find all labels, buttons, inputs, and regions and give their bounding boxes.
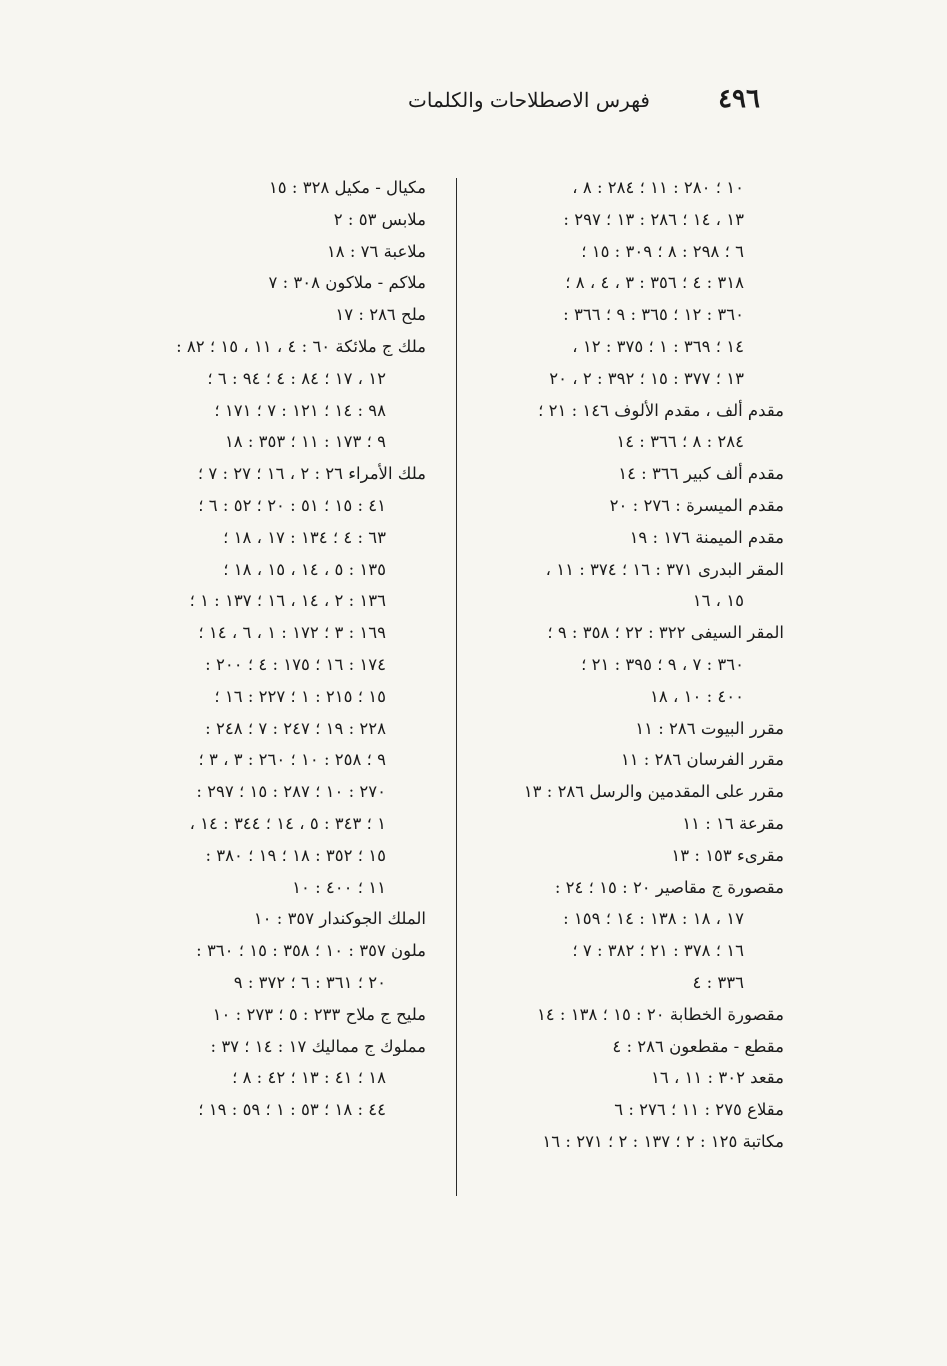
index-entry-line: المقر البدرى ٣٧١ : ١٦ ؛ ٣٧٤ : ١١ ، bbox=[545, 559, 784, 579]
index-entry-line: ٣٦٠ : ١٢ ؛ ٣٦٥ : ٩ ؛ ٣٦٦ : bbox=[563, 305, 744, 325]
index-entry-line: ملاكم - ملاكون ٣٠٨ : ٧ bbox=[268, 273, 426, 293]
index-entry-line: مقدم ألف ، مقدم الألوف ١٤٦ : ٢١ ؛ bbox=[538, 400, 784, 420]
index-entry-line: ملون ٣٥٧ : ١٠ ؛ ٣٥٨ : ١٥ ؛ ٣٦٠ : bbox=[196, 941, 426, 961]
page-number: ٤٩٦ bbox=[718, 84, 760, 114]
index-entry-line: مقرىء ١٥٣ : ١٣ bbox=[671, 845, 784, 865]
index-entry-line: ١١ ؛ ٤٠٠ : ١٠ bbox=[292, 877, 386, 897]
index-entry-line: ١٣ ، ١٤ ؛ ٢٨٦ : ١٣ ؛ ٢٩٧ : bbox=[563, 209, 744, 229]
index-entry-line: ١٨ ؛ ٤١ : ١٣ ؛ ٤٢ : ٨ ؛ bbox=[232, 1068, 386, 1088]
index-entry-line: ٩ ؛ ٢٥٨ : ١٠ ؛ ٢٦٠ : ٣ ، ٣ ؛ bbox=[198, 750, 386, 770]
index-entry-line: مكاتبة ١٢٥ : ٢ ؛ ١٣٧ : ٢ ؛ ٢٧١ : ١٦ bbox=[542, 1131, 784, 1151]
index-entry-line: مقدم الميمنة ١٧٦ : ١٩ bbox=[629, 527, 784, 547]
index-entry-line: مقدم ألف كبير ٣٦٦ : ١٤ bbox=[618, 464, 784, 484]
index-entry-line: ٦٣ : ٤ ؛ ١٣٤ : ١٧ ، ١٨ ؛ bbox=[223, 527, 386, 547]
index-entry-line: ١٦ ؛ ٣٧٨ : ٢١ ؛ ٣٨٢ : ٧ ؛ bbox=[572, 941, 744, 961]
index-entry-line: ملك الأمراء ٢٦ : ٢ ، ١٦ ؛ ٢٧ : ٧ ؛ bbox=[197, 464, 426, 484]
index-entry-line: ١٥ ؛ ٣٥٢ : ١٨ ؛ ١٩ ؛ ٣٨٠ : bbox=[205, 845, 386, 865]
index-entry-line: مملوك ج مماليك ١٧ : ١٤ ؛ ٣٧ : bbox=[210, 1036, 426, 1056]
index-entry-line: مقلاع ٢٧٥ : ١١ ؛ ٢٧٦ : ٦ bbox=[614, 1100, 784, 1120]
index-entry-line: ٢٧٠ : ١٠ ؛ ٢٨٧ : ١٥ ؛ ٢٩٧ : bbox=[196, 782, 386, 802]
index-entry-line: مقرعة ١٦ : ١١ bbox=[682, 813, 784, 833]
index-entry-line: مليح ج ملاح ٢٣٣ : ٥ ؛ ٢٧٣ : ١٠ bbox=[212, 1004, 426, 1024]
index-entry-line: ٢٠ ؛ ٣٦١ : ٦ ؛ ٣٧٢ : ٩ bbox=[233, 972, 386, 992]
index-entry-line: ١٣٦ : ٢ ، ١٤ ، ١٦ ؛ ١٣٧ : ١ ؛ bbox=[189, 591, 386, 611]
index-entry-line: ٢٢٨ : ١٩ ؛ ٢٤٧ : ٧ ؛ ٢٤٨ : bbox=[205, 718, 386, 738]
index-entry-line: ٤٠٠ : ١٠ ، ١٨ bbox=[650, 686, 744, 706]
index-entry-line: ١٠ ؛ ٢٨٠ : ١١ ؛ ٢٨٤ : ٨ ، bbox=[572, 178, 744, 197]
index-entry-line: ٩٨ : ١٤ ؛ ١٢١ : ٧ ؛ ١٧١ ؛ bbox=[214, 400, 386, 420]
index-column-right bbox=[470, 172, 784, 1158]
index-entry-line: مقدم الميسرة : ٢٧٦ : ٢٠ bbox=[609, 495, 784, 515]
index-entry-line: مقصورة ج مقاصير ٢٠ : ١٥ ؛ ٢٤ : bbox=[554, 877, 784, 897]
index-entry-line: مقصورة الخطابة ٢٠ : ١٥ ؛ ١٣٨ : ١٤ bbox=[536, 1004, 784, 1024]
index-entry-line: ١٥ ، ١٦ bbox=[692, 591, 744, 611]
index-entry-line: ٢٨٤ : ٨ ؛ ٣٦٦ : ١٤ bbox=[616, 432, 744, 452]
index-entry-line: الملك الجوكندار ٣٥٧ : ١٠ bbox=[253, 909, 426, 929]
index-entry-line: ١٣ ؛ ٣٧٧ : ١٥ ؛ ٣٩٢ : ٢ ، ٢٠ bbox=[549, 368, 744, 388]
index-entry-line: مقعد ٣٠٢ : ١١ ، ١٦ bbox=[650, 1068, 784, 1088]
index-entry-line: ٣١٨ : ٤ ؛ ٣٥٦ : ٣ ، ٤ ، ٨ ؛ bbox=[565, 273, 744, 293]
index-entry-line: ١٥ ؛ ٢١٥ : ١ ؛ ٢٢٧ : ١٦ ؛ bbox=[214, 686, 386, 706]
index-entry-line: ١٤ ؛ ٣٦٩ : ١ ؛ ٣٧٥ : ١٢ ، bbox=[572, 336, 744, 356]
index-entry-line: ١٧٤ : ١٦ ؛ ١٧٥ : ٤ ؛ ٢٠٠ : bbox=[205, 654, 386, 674]
index-entry-line: ملاعبة ٧٦ : ١٨ bbox=[326, 241, 426, 261]
index-entry-line: ٣٦٠ : ٧ ، ٩ ؛ ٣٩٥ : ٢١ ؛ bbox=[581, 654, 744, 674]
index-entry-line: ٣٣٦ : ٤ bbox=[692, 972, 744, 992]
index-entry-line: ١٧ ، ١٨ : ١٣٨ : ١٤ ؛ ١٥٩ : bbox=[563, 909, 744, 929]
index-column-left bbox=[120, 172, 426, 1126]
index-entry-line: ٤٤ : ١٨ ؛ ٥٣ : ١ ؛ ٥٩ : ١٩ ؛ bbox=[198, 1100, 386, 1120]
index-entry-line: ٦ ؛ ٢٩٨ : ٨ ؛ ٣٠٩ : ١٥ ؛ bbox=[581, 241, 744, 261]
index-entry-line: ٤١ : ١٥ ؛ ٥١ : ٢٠ ؛ ٥٢ : ٦ ؛ bbox=[198, 495, 386, 515]
index-entry-line: مقرر الفرسان ٢٨٦ : ١١ bbox=[620, 750, 784, 770]
index-entry-line: ملح ٢٨٦ : ١٧ bbox=[335, 305, 426, 325]
index-entry-line: مقرر على المقدمين والرسل ٢٨٦ : ١٣ bbox=[523, 782, 784, 802]
index-entry-line: المقر السيفى ٣٢٢ : ٢٢ ؛ ٣٥٨ : ٩ ؛ bbox=[547, 623, 784, 643]
index-entry-line: مقطع - مقطعون ٢٨٦ : ٤ bbox=[612, 1036, 784, 1056]
index-entry-line: ١ ؛ ٣٤٣ : ٥ ، ١٤ ؛ ٣٤٤ : ١٤ ، bbox=[189, 813, 386, 833]
index-entry-line: ٩ ؛ ١٧٣ : ١١ ؛ ٣٥٣ : ١٨ bbox=[224, 432, 386, 452]
page-title: فهرس الاصطلاحات والكلمات bbox=[408, 88, 650, 112]
index-entry-line: ملابس ٥٣ : ٢ bbox=[333, 209, 426, 229]
index-entry-line: ١٣٥ : ٥ ، ١٤ ، ١٥ ، ١٨ ؛ bbox=[223, 559, 386, 579]
index-entry-line: ١٦٩ : ٣ ؛ ١٧٢ : ١ ، ٦ ، ١٤ ؛ bbox=[198, 623, 386, 643]
page-header bbox=[330, 84, 770, 124]
index-entry-line: ١٢ ، ١٧ ؛ ٨٤ : ٤ ؛ ٩٤ : ٦ ؛ bbox=[207, 368, 386, 388]
index-entry-line: مقرر البيوت ٢٨٦ : ١١ bbox=[635, 718, 784, 738]
index-entry-line: ملك ج ملائكة ٦٠ : ٤ ، ١١ ، ١٥ ؛ ٨٢ : bbox=[176, 336, 426, 356]
index-entry-line: مكيال - مكيل ٣٢٨ : ١٥ bbox=[268, 178, 426, 197]
column-divider bbox=[456, 178, 457, 1196]
